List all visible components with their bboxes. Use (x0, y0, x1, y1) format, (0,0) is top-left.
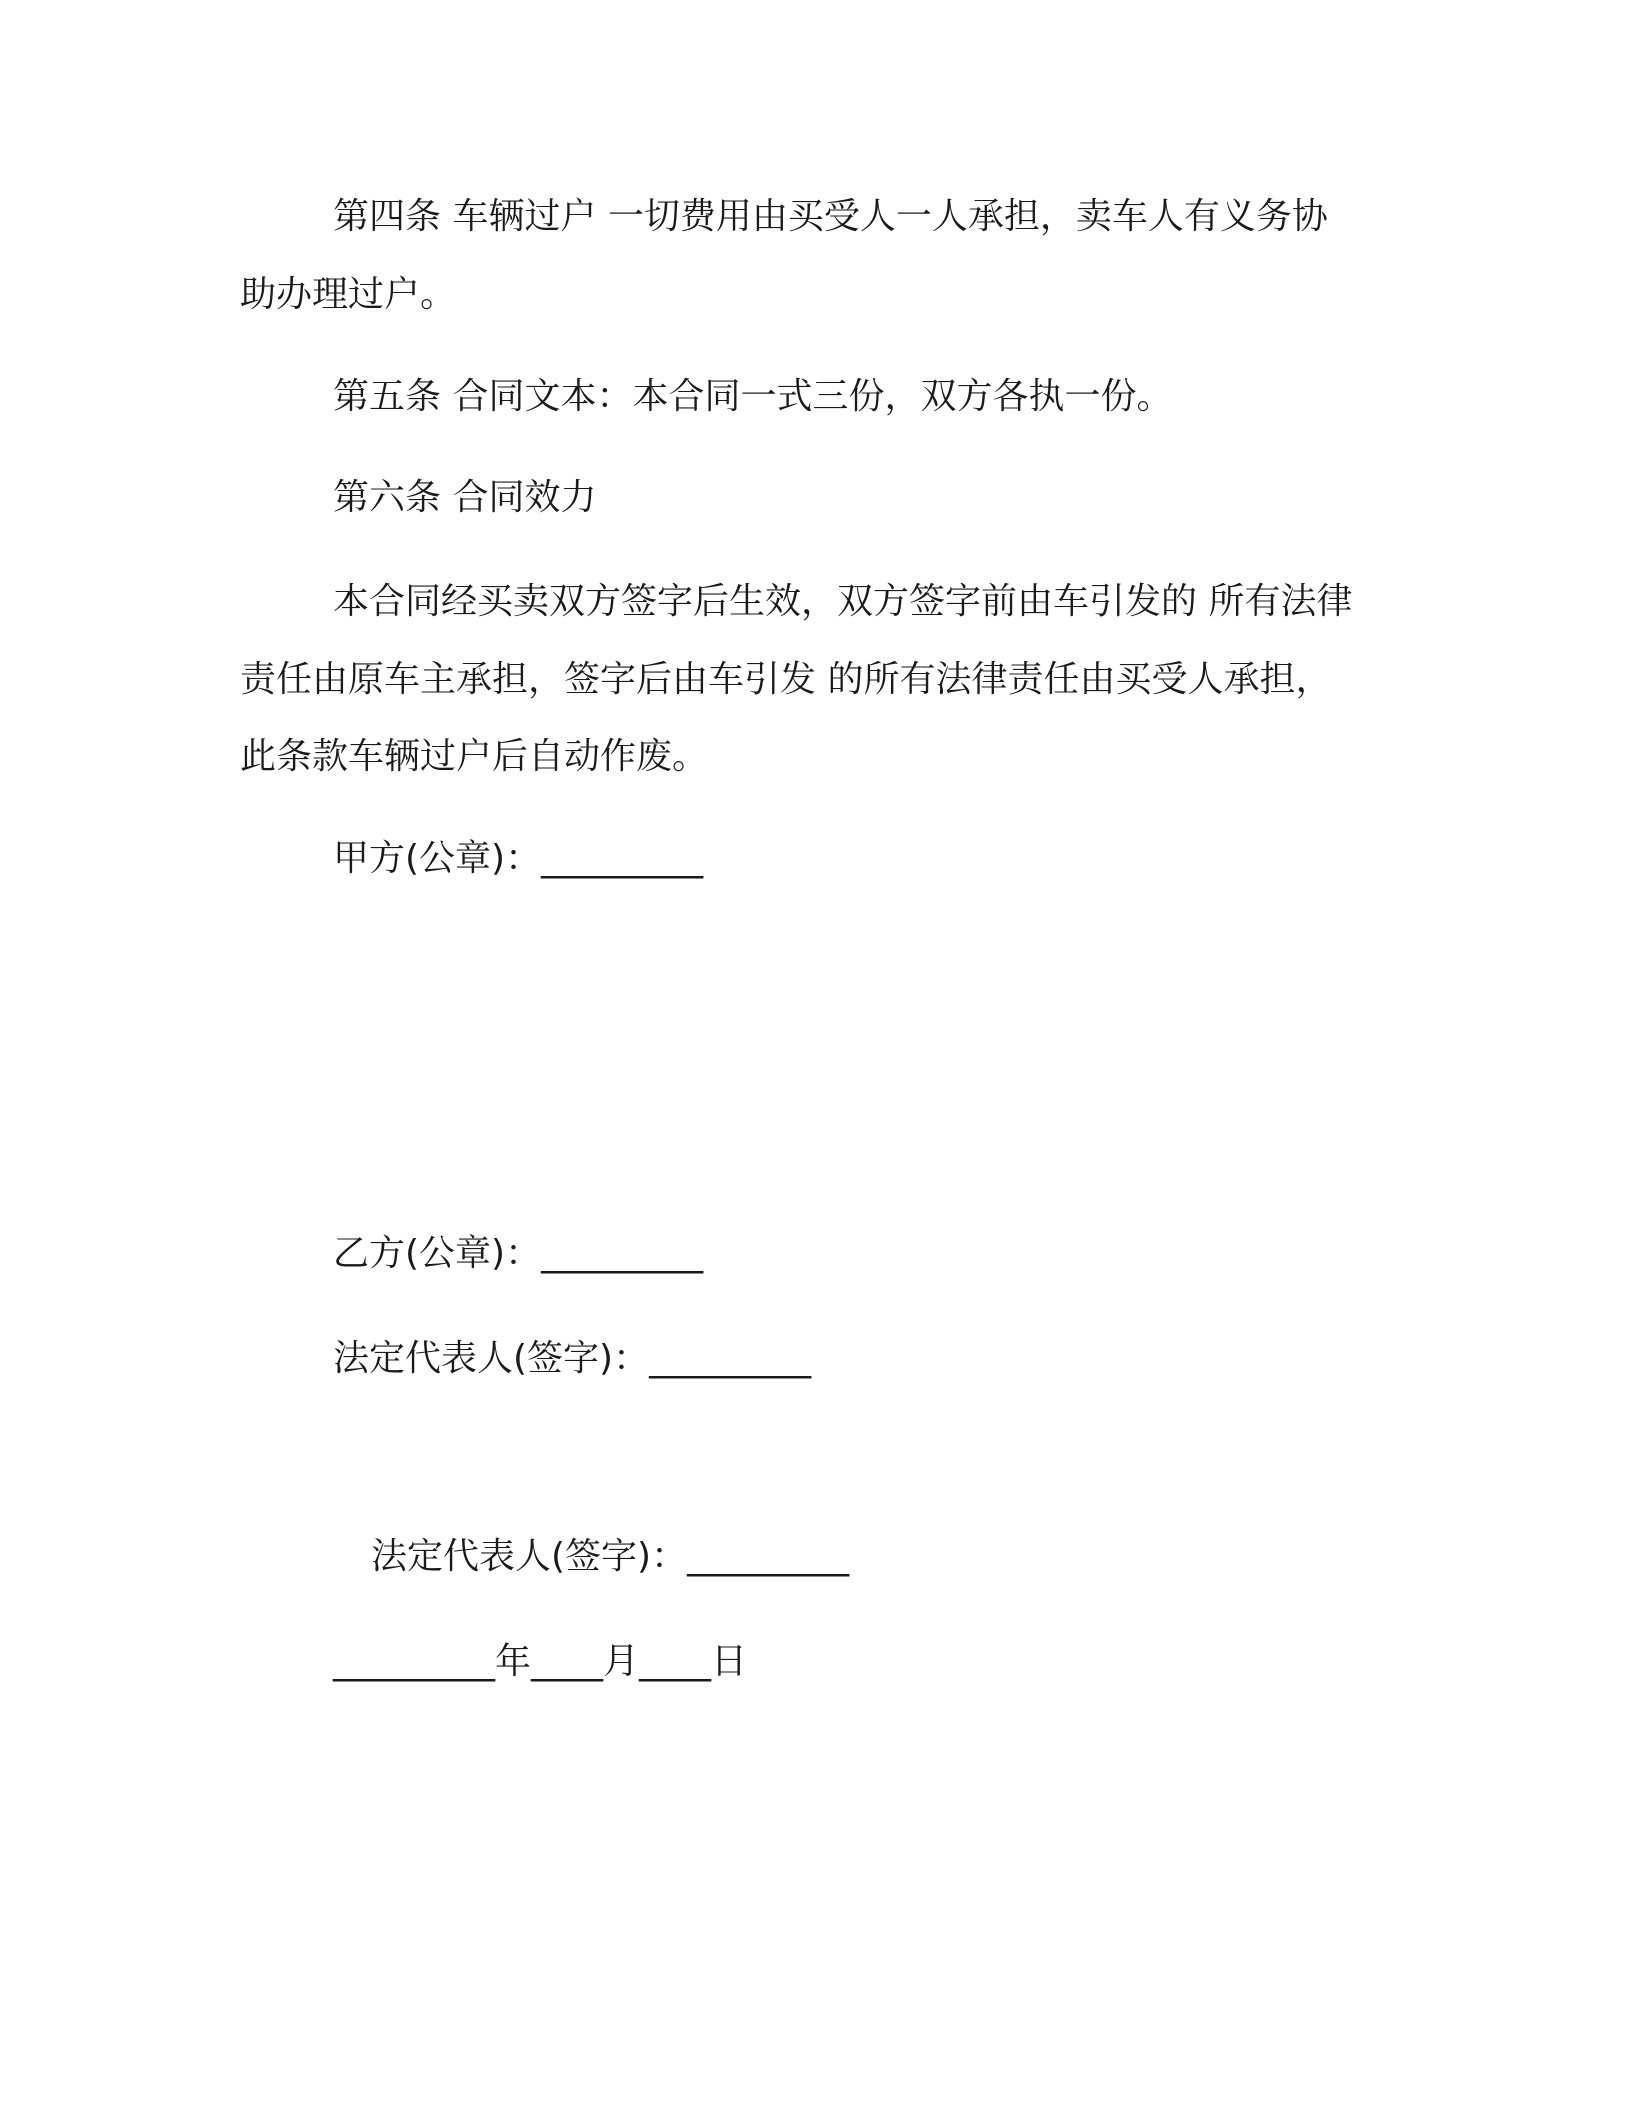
article-6-body-line-2: 责任由原车主承担，签字后由车引发 的所有法律责任由买受人承担， (240, 659, 1332, 700)
article-5: 第五条 合同文本：本合同一式三份，双方各执一份。 (333, 376, 1173, 417)
article-6-heading: 第六条 合同效力 (333, 477, 597, 518)
article-4-line-1: 第四条 车辆过户 一切费用由买受人一人承担，卖车人有义务协 (333, 196, 1328, 237)
article-6-body-line-1: 本合同经买卖双方签字后生效，双方签字前由车引发的 所有法律 (333, 581, 1353, 622)
legal-representative-signature-2: 法定代表人(签字)：_________ (371, 1536, 850, 1577)
article-6-body-line-3: 此条款车辆过户后自动作废。 (240, 736, 709, 777)
party-b-seal-line: 乙方(公章)：_________ (333, 1233, 704, 1274)
party-a-seal-line: 甲方(公章)：_________ (333, 838, 704, 879)
date-line: _________年____月____日 (333, 1641, 747, 1682)
legal-representative-signature-1: 法定代表人(签字)：_________ (333, 1338, 812, 1379)
article-4-line-2: 助办理过户。 (240, 274, 457, 315)
